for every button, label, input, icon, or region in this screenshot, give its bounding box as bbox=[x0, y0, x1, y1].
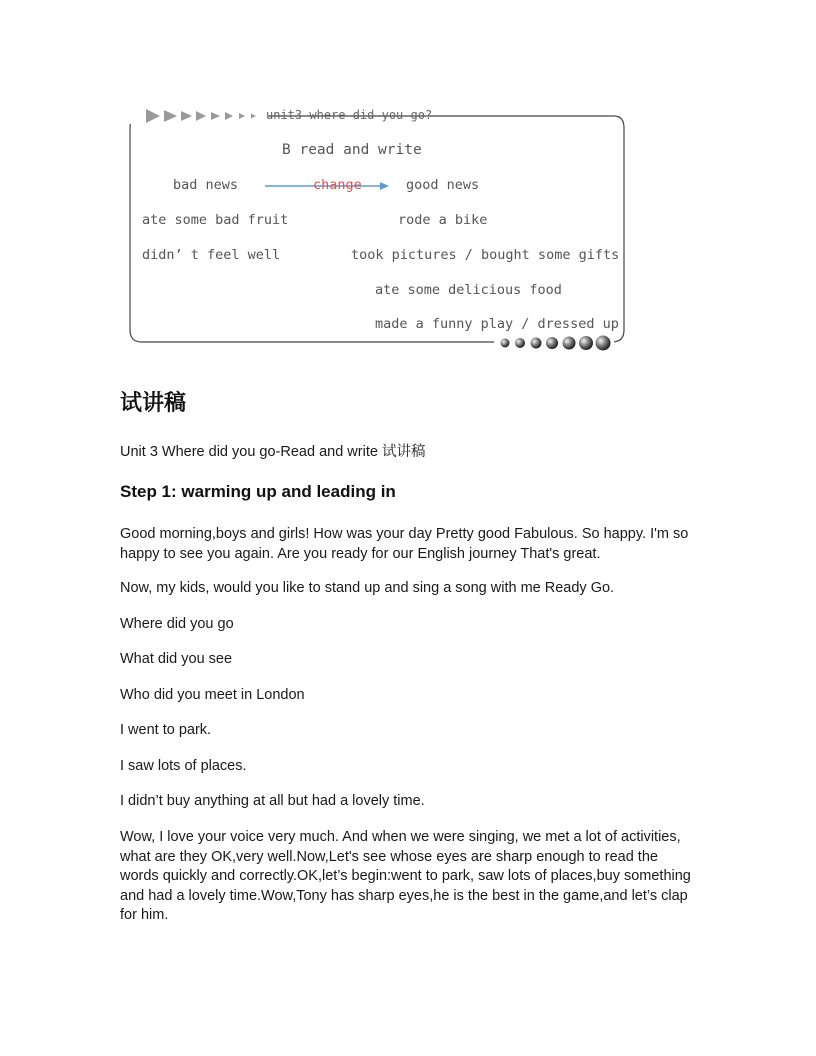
paragraph: I didn’t buy anything at all but had a lovely time. bbox=[120, 793, 425, 809]
paragraph: I saw lots of places. bbox=[120, 758, 247, 774]
paragraph: Now, my kids, would you like to stand up and sing a song with me Ready Go. bbox=[120, 580, 615, 596]
paragraph: Who did you meet in London bbox=[120, 687, 305, 703]
board-header: unit3 where did you go? bbox=[266, 108, 433, 122]
bad-item: ate some bad fruit bbox=[142, 212, 289, 228]
change-label: change bbox=[313, 177, 362, 193]
good-item: ate some delicious food bbox=[375, 282, 562, 298]
good-item: took pictures / bought some gifts bbox=[351, 247, 620, 263]
paragraph: Where did you go bbox=[120, 616, 234, 632]
lesson-board-figure bbox=[128, 104, 628, 354]
step1-heading: Step 1: warming up and leading in bbox=[120, 482, 396, 501]
paragraph: Wow, I love your voice very much. And when we were singing, we met a lot of activities, what are they OK,very well.Now,Let's see whose eyes are sharp enough to read the words quickly and correctly.OK,let’s begin:went to park, saw lots of places,buy something and had a lovely time.Wow,Tony has sharp eyes,he is the best in the game,and let’s clap for him. bbox=[120, 829, 691, 923]
document-title: 试讲稿 bbox=[120, 391, 187, 416]
paragraph: I went to park. bbox=[120, 722, 212, 738]
good-item: rode a bike bbox=[398, 212, 488, 228]
document-subtitle: Unit 3 Where did you go-Read and write 试讲稿 bbox=[120, 444, 426, 460]
bad-news-label: bad news bbox=[173, 177, 239, 193]
paragraph: What did you see bbox=[120, 651, 233, 667]
good-item: made a funny play / dressed up bbox=[375, 316, 619, 332]
good-news-label: good news bbox=[406, 177, 480, 193]
board-subtitle: B read and write bbox=[282, 142, 422, 158]
paragraph: Good morning,boys and girls! How was your day Pretty good Fabulous. So happy. I'm so happy to see you again. Are you ready for our English journey That's great. bbox=[120, 526, 689, 562]
bad-item: didn’ t feel well bbox=[142, 247, 281, 263]
